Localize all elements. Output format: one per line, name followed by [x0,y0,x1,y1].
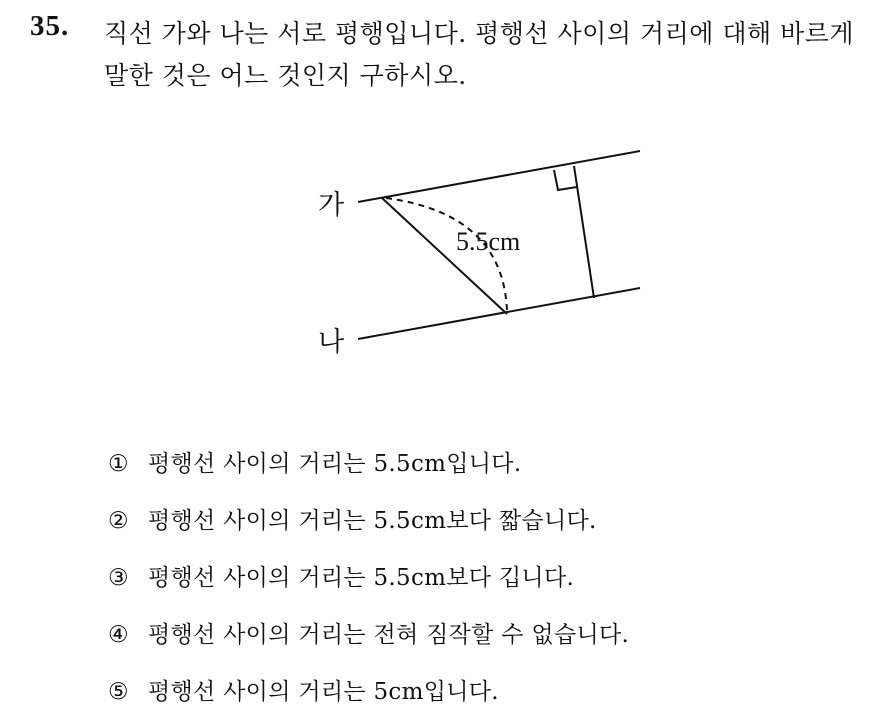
label-ga: 가 [318,190,345,221]
option-text: 평행선 사이의 거리는 5.5cm보다 깁니다. [148,565,575,591]
perpendicular-segment [574,166,594,298]
question-number: 35. [30,10,70,42]
option-2[interactable] [108,502,597,535]
option-4[interactable] [108,616,629,649]
option-1[interactable] [108,445,521,478]
parallel-lines-figure [310,140,650,370]
right-angle-mark [554,170,577,190]
figure-svg [310,140,650,370]
line-ga [358,151,640,202]
line-na [358,288,640,339]
option-text: 평행선 사이의 거리는 5.5cm입니다. [148,451,522,477]
option-marker: ① [108,451,129,477]
option-marker: ③ [108,565,129,591]
question-text-line-1: 직선 가와 나는 서로 평행입니다. 평행선 사이의 거리에 대해 바르게 [104,19,855,48]
question-text-line-2: 말한 것은 어느 것인지 구하시오. [104,61,467,90]
label-na: 나 [318,327,345,358]
measurement-label: 5.5cm [456,227,521,256]
slanted-segment [382,198,507,314]
option-marker: ② [108,508,129,534]
option-text: 평행선 사이의 거리는 5.5cm보다 짧습니다. [148,508,597,534]
option-marker: ⑤ [108,679,129,705]
option-text: 평행선 사이의 거리는 5cm입니다. [148,679,499,705]
option-marker: ④ [108,622,129,648]
option-3[interactable] [108,559,574,592]
option-text: 평행선 사이의 거리는 전혀 짐작할 수 없습니다. [148,622,630,648]
option-5[interactable] [108,673,499,706]
